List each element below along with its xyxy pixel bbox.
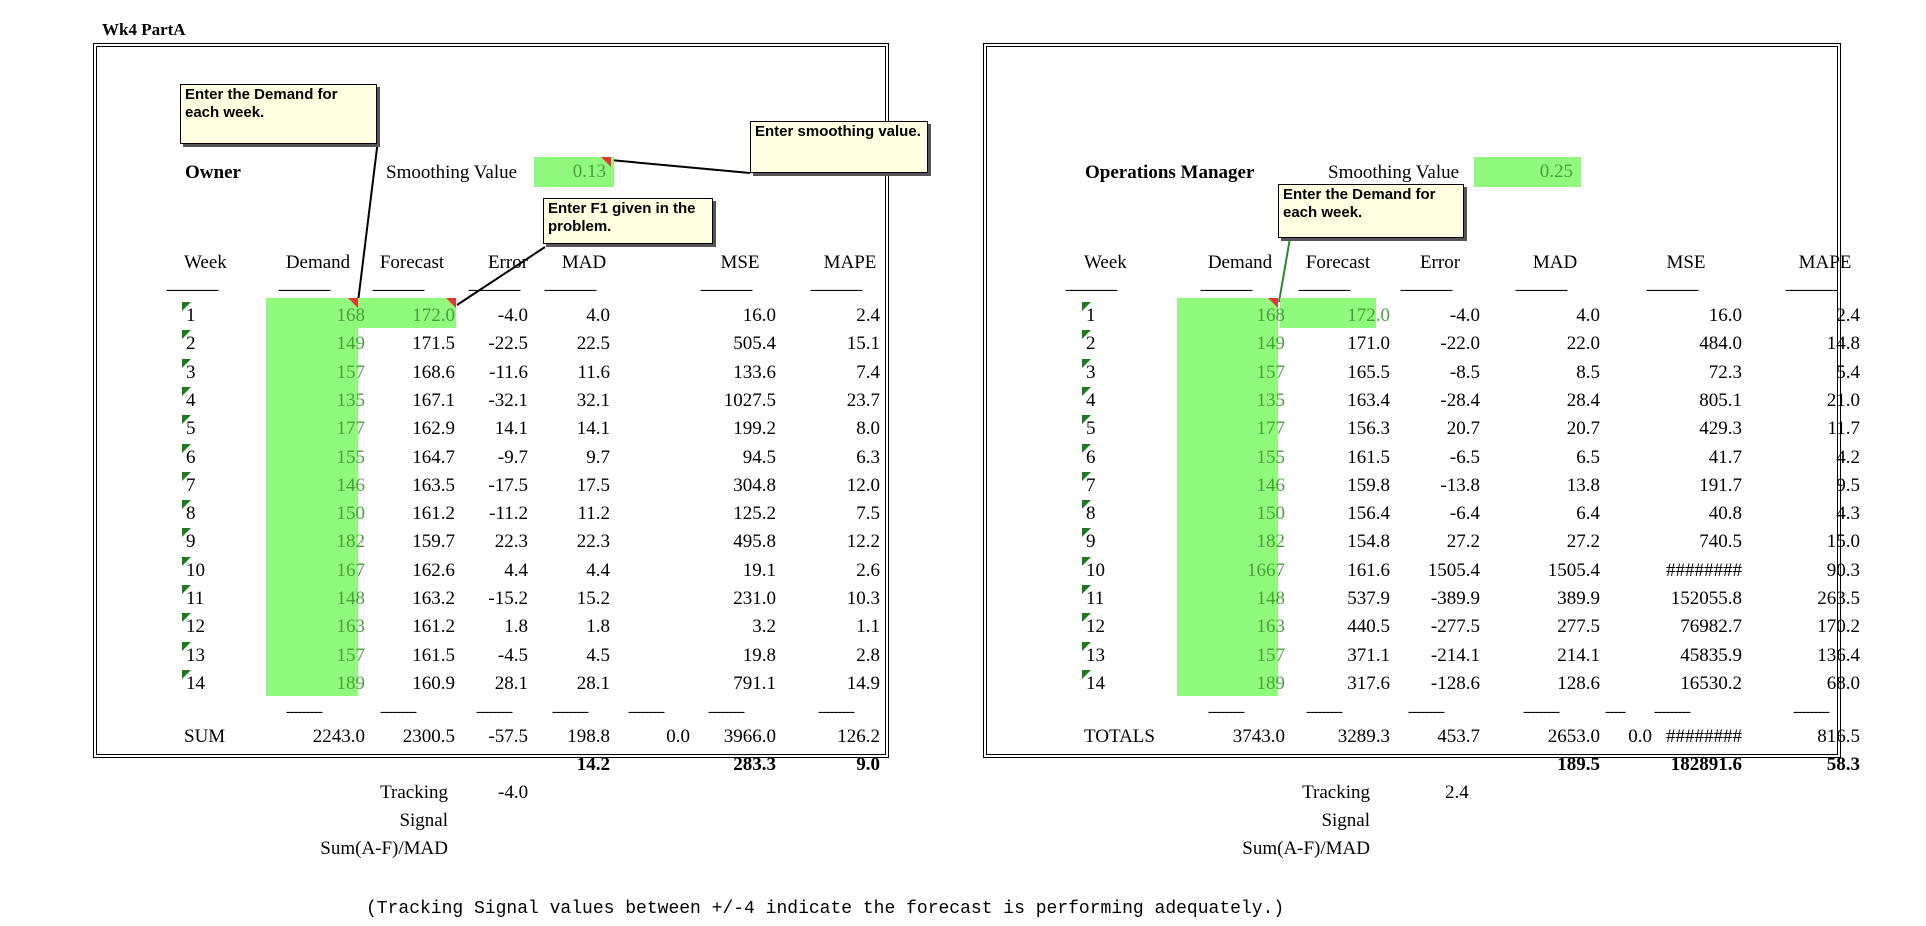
owner-row-mape: 14.9 xyxy=(846,672,880,694)
ops-row-forecast: 171.0 xyxy=(1347,333,1390,355)
owner-row-mad: 17.5 xyxy=(576,474,610,496)
ops-row-error: 27.2 xyxy=(1446,531,1480,553)
ops-sum-mad: 2653.0 xyxy=(1547,726,1600,747)
ops-header-rule-mse: ------------- xyxy=(1646,282,1698,298)
ops-row-week: 3 xyxy=(1086,361,1096,383)
owner-row-mape: 12.2 xyxy=(846,531,880,553)
ops-row-mad: 1505.4 xyxy=(1547,559,1600,581)
ops-sum-extra: 0.0 xyxy=(1628,726,1652,747)
owner-tracking-label: Tracking xyxy=(380,782,448,803)
owner-row-demand[interactable]: 148 xyxy=(336,588,365,609)
ops-header-mse: MSE xyxy=(1666,252,1706,273)
ops-row-mse: 40.8 xyxy=(1708,503,1742,525)
ops-row-mse: 484.0 xyxy=(1699,333,1742,355)
ops-row-mse: 191.7 xyxy=(1699,474,1742,496)
ops-header-demand: Demand xyxy=(1207,252,1273,273)
owner-smoothing-label: Smoothing Value xyxy=(386,162,518,183)
ops-header-mad: MAD xyxy=(1532,252,1578,273)
owner-row-mse: 231.0 xyxy=(733,588,776,609)
ops-sum-rule-mse: --------- xyxy=(1654,704,1690,720)
owner-row-error: -15.2 xyxy=(488,588,528,609)
ops-sum-demand: 3743.0 xyxy=(1232,726,1285,747)
ops-row-mad: 13.8 xyxy=(1566,474,1600,496)
ops-row-mape: 11.7 xyxy=(1827,418,1860,440)
owner-row-mad: 11.2 xyxy=(577,503,610,525)
owner-row-forecast: 161.5 xyxy=(412,644,455,666)
ops-average-mad: 189.5 xyxy=(1557,754,1600,775)
ops-row-week: 9 xyxy=(1086,531,1096,553)
owner-row-error: 1.8 xyxy=(504,616,528,638)
ops-header-week: Week xyxy=(1084,252,1127,273)
ops-row-week: 8 xyxy=(1086,503,1096,525)
owner-header-mad: MAD xyxy=(561,252,607,273)
ops-row-mape: 4.2 xyxy=(1836,446,1860,468)
owner-role-title: Owner xyxy=(185,162,241,183)
owner-row-demand[interactable]: 168 xyxy=(336,305,365,326)
ops-row-mape: 9.5 xyxy=(1836,474,1860,496)
ops-row-error: -4.0 xyxy=(1449,305,1480,326)
owner-row-mad: 4.0 xyxy=(586,305,610,326)
owner-row-forecast: 160.9 xyxy=(412,672,455,694)
ops-row-forecast: 537.9 xyxy=(1347,588,1390,609)
ops-row-error: -8.5 xyxy=(1449,361,1480,383)
owner-row-mse: 505.4 xyxy=(733,333,776,355)
ops-row-mape: 21.0 xyxy=(1826,389,1860,411)
owner-row-mse: 3.2 xyxy=(752,616,776,638)
owner-row-forecast: 167.1 xyxy=(412,389,455,411)
ops-row-forecast: 161.5 xyxy=(1347,446,1390,468)
owner-row-error: -32.1 xyxy=(488,389,528,411)
ops-row-forecast: 161.6 xyxy=(1347,559,1390,581)
owner-comment-indicator-icon xyxy=(446,298,456,308)
owner-row-mad: 11.6 xyxy=(577,361,610,383)
owner-row-forecast: 171.5 xyxy=(412,333,455,355)
ops-row-mape: 14.8 xyxy=(1826,333,1860,355)
owner-row-demand[interactable]: 182 xyxy=(336,531,365,553)
ops-row-demand[interactable]: 177 xyxy=(1256,418,1285,440)
ops-row-mad: 28.4 xyxy=(1566,389,1600,411)
owner-row-forecast: 163.5 xyxy=(412,474,455,496)
ops-row-demand[interactable]: 182 xyxy=(1256,531,1285,553)
ops-row-mape: 4.3 xyxy=(1836,503,1860,525)
owner-comment-note-demand: Enter the Demand for each week. xyxy=(180,84,377,144)
ops-comment-note-demand: Enter the Demand for each week. xyxy=(1278,184,1464,238)
ops-row-demand[interactable]: 155 xyxy=(1256,446,1285,468)
owner-row-mse: 19.8 xyxy=(742,644,776,666)
owner-row-error: -11.6 xyxy=(489,361,528,383)
owner-header-rule-mad: ------------- xyxy=(544,282,596,298)
owner-average-mse: 283.3 xyxy=(733,754,776,775)
ops-row-demand[interactable]: 168 xyxy=(1256,305,1285,326)
owner-row-mape: 2.4 xyxy=(856,305,880,326)
ops-row-forecast: 165.5 xyxy=(1347,361,1390,383)
owner-row-mape: 23.7 xyxy=(846,389,880,411)
owner-row-demand[interactable]: 189 xyxy=(336,672,365,694)
ops-row-error: -22.0 xyxy=(1440,333,1480,355)
owner-header-demand: Demand xyxy=(285,252,351,273)
owner-row-mse: 125.2 xyxy=(733,503,776,525)
ops-tracking-label: Signal xyxy=(1321,810,1370,831)
owner-row-forecast: 168.6 xyxy=(412,361,455,383)
owner-row-mad: 4.4 xyxy=(586,559,610,581)
demand-note-connector xyxy=(358,140,378,302)
owner-row-mad: 9.7 xyxy=(586,446,610,468)
owner-row-mse: 16.0 xyxy=(742,305,776,326)
owner-header-week: Week xyxy=(184,252,227,273)
ops-row-error: -128.6 xyxy=(1430,672,1480,694)
owner-header-error: Error xyxy=(487,252,529,273)
owner-sum-error: -57.5 xyxy=(488,726,528,747)
owner-header-rule-error: ------------- xyxy=(468,282,520,298)
owner-row-forecast[interactable]: 172.0 xyxy=(412,305,455,326)
owner-row-week: 4 xyxy=(186,389,196,411)
owner-row-error: -22.5 xyxy=(488,333,528,355)
ops-row-forecast: 317.6 xyxy=(1347,672,1390,694)
ops-row-mad: 277.5 xyxy=(1557,616,1600,638)
owner-row-error: -9.7 xyxy=(497,446,528,468)
owner-row-mad: 28.1 xyxy=(576,672,610,694)
ops-row-mad: 389.9 xyxy=(1557,588,1600,609)
ops-row-demand[interactable]: 189 xyxy=(1256,672,1285,694)
ops-comment-indicator-icon xyxy=(1268,298,1278,308)
ops-row-week: 7 xyxy=(1086,474,1096,496)
owner-row-week: 9 xyxy=(186,531,196,553)
ops-row-forecast: 440.5 xyxy=(1347,616,1390,638)
owner-sum-rule-mad: --------- xyxy=(552,704,588,720)
ops-tracking-label: Sum(A-F)/MAD xyxy=(1242,838,1370,859)
owner-row-mape: 6.3 xyxy=(856,446,880,468)
owner-sum-mse: 3966.0 xyxy=(723,726,776,747)
ops-row-week: 11 xyxy=(1086,588,1105,609)
owner-comment-indicator-icon xyxy=(601,157,611,167)
ops-row-mad: 8.5 xyxy=(1576,361,1600,383)
ops-row-mape: 136.4 xyxy=(1817,644,1860,666)
owner-sum-forecast: 2300.5 xyxy=(402,726,455,747)
ops-row-error: -214.1 xyxy=(1430,644,1480,666)
owner-row-mape: 10.3 xyxy=(846,588,880,609)
owner-row-demand[interactable]: 149 xyxy=(336,333,365,355)
ops-row-week: 13 xyxy=(1086,644,1105,666)
owner-average-mad: 14.2 xyxy=(576,754,610,775)
ops-row-mad: 27.2 xyxy=(1566,531,1600,553)
owner-row-mape: 2.8 xyxy=(856,644,880,666)
owner-row-week: 6 xyxy=(186,446,196,468)
owner-row-mape: 12.0 xyxy=(846,474,880,496)
ops-row-mse: 41.7 xyxy=(1708,446,1742,468)
owner-row-demand[interactable]: 150 xyxy=(336,503,365,525)
ops-header-error: Error xyxy=(1419,252,1461,273)
ops-row-mad: 6.5 xyxy=(1576,446,1600,468)
ops-row-error: 1505.4 xyxy=(1427,559,1480,581)
owner-row-error: 28.1 xyxy=(494,672,528,694)
ops-row-forecast: 156.3 xyxy=(1347,418,1390,440)
owner-row-forecast: 164.7 xyxy=(412,446,455,468)
ops-row-demand[interactable]: 163 xyxy=(1256,616,1285,638)
owner-header-rule-mse: ------------- xyxy=(700,282,752,298)
ops-row-mse: ######## xyxy=(1666,559,1742,581)
ops-row-mse: 16.0 xyxy=(1708,305,1742,326)
owner-smoothing-value[interactable]: 0.13 xyxy=(572,161,606,182)
owner-row-error: -4.0 xyxy=(497,305,528,326)
owner-row-mape: 8.0 xyxy=(856,418,880,440)
ops-sum-rule-forecast: --------- xyxy=(1306,704,1342,720)
ops-sum-mse: ######## xyxy=(1666,726,1742,747)
owner-header-mse: MSE xyxy=(720,252,760,273)
ops-row-error: -389.9 xyxy=(1430,588,1480,609)
owner-row-demand[interactable]: 155 xyxy=(336,446,365,468)
owner-row-mad: 22.5 xyxy=(576,333,610,355)
ops-row-week: 5 xyxy=(1086,418,1096,440)
owner-sum-rule-error: --------- xyxy=(476,704,512,720)
ops-average-mape: 58.3 xyxy=(1826,754,1860,775)
owner-row-mape: 7.5 xyxy=(856,503,880,525)
ops-row-forecast: 163.4 xyxy=(1347,389,1390,411)
ops-row-mse: 152055.8 xyxy=(1670,588,1742,609)
ops-row-error: -13.8 xyxy=(1440,474,1480,496)
owner-row-week: 5 xyxy=(186,418,196,440)
ops-row-mad: 22.0 xyxy=(1566,333,1600,355)
owner-row-forecast: 162.9 xyxy=(412,418,455,440)
ops-row-mse: 16530.2 xyxy=(1680,672,1742,694)
ops-row-error: 20.7 xyxy=(1446,418,1480,440)
ops-row-demand[interactable]: 1667 xyxy=(1247,559,1285,581)
owner-row-mad: 32.1 xyxy=(576,389,610,411)
owner-row-forecast: 159.7 xyxy=(412,531,455,553)
owner-row-forecast: 161.2 xyxy=(412,503,455,525)
owner-row-mad: 1.8 xyxy=(586,616,610,638)
owner-row-mad: 22.3 xyxy=(576,531,610,553)
ops-row-error: -277.5 xyxy=(1430,616,1480,638)
ops-header-rule-week: ------------- xyxy=(1065,282,1117,298)
ops-row-demand[interactable]: 135 xyxy=(1256,389,1285,411)
ops-sum-error: 453.7 xyxy=(1437,726,1480,747)
owner-row-demand[interactable]: 157 xyxy=(336,644,365,666)
owner-row-week: 7 xyxy=(186,474,196,496)
ops-row-mape: 170.2 xyxy=(1817,616,1860,638)
owner-sum-rule-forecast: --------- xyxy=(380,704,416,720)
owner-tracking-label: Sum(A-F)/MAD xyxy=(320,838,448,859)
owner-sum-rule-extra: --------- xyxy=(628,704,664,720)
owner-tracking-label: Signal xyxy=(399,810,448,831)
owner-row-mape: 15.1 xyxy=(846,333,880,355)
ops-row-demand[interactable]: 146 xyxy=(1256,474,1285,496)
owner-row-demand[interactable]: 135 xyxy=(336,389,365,411)
owner-row-mad: 15.2 xyxy=(576,588,610,609)
owner-sum-mape: 126.2 xyxy=(837,726,880,747)
ops-sum-rule-mape: --------- xyxy=(1793,704,1829,720)
ops-row-forecast[interactable]: 172.0 xyxy=(1347,305,1390,326)
footnote: (Tracking Signal values between +/-4 indicate the forecast is performing adequately.) xyxy=(366,899,1285,919)
ops-row-error: -6.5 xyxy=(1449,446,1480,468)
owner-row-mse: 199.2 xyxy=(733,418,776,440)
owner-sum-rule-mape: --------- xyxy=(818,704,854,720)
ops-header-rule-mape: ------------- xyxy=(1785,282,1837,298)
ops-row-mse: 740.5 xyxy=(1699,531,1742,553)
owner-row-week: 10 xyxy=(186,559,205,581)
ops-row-week: 12 xyxy=(1086,616,1105,638)
ops-row-demand[interactable]: 157 xyxy=(1256,361,1285,383)
ops-row-week: 4 xyxy=(1086,389,1096,411)
owner-header-rule-demand: ------------- xyxy=(278,282,330,298)
ops-row-mse: 72.3 xyxy=(1708,361,1742,383)
ops-sum-forecast: 3289.3 xyxy=(1337,726,1390,747)
owner-average-mape: 9.0 xyxy=(856,754,880,775)
ops-sum-rule-error: --------- xyxy=(1408,704,1444,720)
owner-row-week: 12 xyxy=(186,616,205,638)
ops-sum-label: TOTALS xyxy=(1084,726,1155,747)
owner-row-mse: 1027.5 xyxy=(723,389,776,411)
owner-row-mse: 304.8 xyxy=(733,474,776,496)
owner-comment-note-f1: Enter F1 given in the problem. xyxy=(543,198,713,244)
ops-row-mse: 76982.7 xyxy=(1680,616,1742,638)
owner-row-error: 4.4 xyxy=(504,559,528,581)
owner-row-week: 1 xyxy=(186,305,196,326)
owner-row-mse: 133.6 xyxy=(733,361,776,383)
ops-row-mad: 128.6 xyxy=(1557,672,1600,694)
owner-row-demand[interactable]: 146 xyxy=(336,474,365,496)
owner-row-mape: 1.1 xyxy=(856,616,880,638)
owner-row-week: 3 xyxy=(186,361,196,383)
ops-row-mse: 45835.9 xyxy=(1680,644,1742,666)
ops-tracking-value: 2.4 xyxy=(1445,782,1469,803)
ops-header-rule-demand: ------------- xyxy=(1200,282,1252,298)
ops-row-mape: 5.4 xyxy=(1836,361,1860,383)
sheet-title: Wk4 PartA xyxy=(102,20,186,39)
owner-row-error: 22.3 xyxy=(494,531,528,553)
ops-smoothing-value[interactable]: 0.25 xyxy=(1539,161,1573,182)
ops-row-mad: 6.4 xyxy=(1576,503,1600,525)
owner-row-mse: 495.8 xyxy=(733,531,776,553)
owner-sum-demand: 2243.0 xyxy=(312,726,365,747)
owner-row-error: -17.5 xyxy=(488,474,528,496)
ops-header-rule-forecast: ------------- xyxy=(1298,282,1350,298)
ops-row-error: -28.4 xyxy=(1440,389,1480,411)
owner-row-week: 2 xyxy=(186,333,196,355)
ops-sum-rule-demand: --------- xyxy=(1208,704,1244,720)
ops-row-demand[interactable]: 157 xyxy=(1256,644,1285,666)
smoothing-note-connector xyxy=(610,160,750,173)
ops-row-week: 1 xyxy=(1086,305,1096,326)
ops-header-forecast: Forecast xyxy=(1305,252,1371,273)
ops-row-forecast: 159.8 xyxy=(1347,474,1390,496)
owner-comment-indicator-icon xyxy=(348,298,358,308)
ops-row-mad: 4.0 xyxy=(1576,305,1600,326)
owner-row-mse: 791.1 xyxy=(733,672,776,694)
owner-row-forecast: 161.2 xyxy=(412,616,455,638)
owner-row-week: 11 xyxy=(186,588,205,609)
ops-row-mse: 429.3 xyxy=(1699,418,1742,440)
owner-header-forecast: Forecast xyxy=(379,252,445,273)
owner-sum-label: SUM xyxy=(184,726,226,747)
owner-sum-rule-mse: --------- xyxy=(708,704,744,720)
owner-sum-extra: 0.0 xyxy=(666,726,690,747)
owner-row-forecast: 163.2 xyxy=(412,588,455,609)
owner-row-demand[interactable]: 163 xyxy=(336,616,365,638)
ops-row-forecast: 156.4 xyxy=(1347,503,1390,525)
ops-row-mse: 805.1 xyxy=(1699,389,1742,411)
owner-header-rule-week: ------------- xyxy=(166,282,218,298)
ops-row-mad: 20.7 xyxy=(1566,418,1600,440)
ops-row-forecast: 371.1 xyxy=(1347,644,1390,666)
ops-row-error: -6.4 xyxy=(1449,503,1480,525)
ops-row-week: 6 xyxy=(1086,446,1096,468)
owner-header-mape: MAPE xyxy=(823,252,877,273)
owner-row-week: 13 xyxy=(186,644,205,666)
ops-sum-rule-extra: ----- xyxy=(1605,704,1625,720)
ops-smoothing-label: Smoothing Value xyxy=(1328,162,1460,183)
owner-row-mape: 7.4 xyxy=(856,361,880,383)
ops-header-rule-mad: ------------- xyxy=(1515,282,1567,298)
owner-row-week: 14 xyxy=(186,672,205,694)
owner-sum-rule-demand: --------- xyxy=(286,704,322,720)
ops-row-mape: 15.0 xyxy=(1826,531,1860,553)
owner-row-mad: 4.5 xyxy=(586,644,610,666)
ops-row-week: 2 xyxy=(1086,333,1096,355)
ops-row-mape: 263.5 xyxy=(1817,588,1860,609)
ops-average-mse: 182891.6 xyxy=(1670,754,1742,775)
ops-row-week: 10 xyxy=(1086,559,1105,581)
owner-comment-note-smoothing: Enter smoothing value. xyxy=(750,121,928,173)
owner-sum-mad: 198.8 xyxy=(567,726,610,747)
ops-header-rule-error: ------------- xyxy=(1400,282,1452,298)
ops-row-week: 14 xyxy=(1086,672,1105,694)
owner-row-demand[interactable]: 157 xyxy=(336,361,365,383)
ops-row-mape: 2.4 xyxy=(1836,305,1860,326)
owner-row-mse: 19.1 xyxy=(742,559,776,581)
ops-row-demand[interactable]: 148 xyxy=(1256,588,1285,609)
ops-row-forecast: 154.8 xyxy=(1347,531,1390,553)
owner-row-forecast: 162.6 xyxy=(412,559,455,581)
ops-row-mad: 214.1 xyxy=(1557,644,1600,666)
owner-row-error: -4.5 xyxy=(497,644,528,666)
owner-header-rule-forecast: ------------- xyxy=(372,282,424,298)
owner-row-error: 14.1 xyxy=(494,418,528,440)
ops-sum-mape: 816.5 xyxy=(1817,726,1860,747)
ops-header-mape: MAPE xyxy=(1798,252,1852,273)
ops-row-demand[interactable]: 149 xyxy=(1256,333,1285,355)
owner-row-week: 8 xyxy=(186,503,196,525)
owner-row-mse: 94.5 xyxy=(742,446,776,468)
owner-row-mape: 2.6 xyxy=(856,559,880,581)
ops-row-demand[interactable]: 150 xyxy=(1256,503,1285,525)
owner-header-rule-mape: ------------- xyxy=(810,282,862,298)
ops-row-mape: 90.3 xyxy=(1826,559,1860,581)
ops-tracking-label: Tracking xyxy=(1302,782,1370,803)
owner-row-error: -11.2 xyxy=(489,503,528,525)
owner-row-demand[interactable]: 167 xyxy=(336,559,365,581)
owner-row-mad: 14.1 xyxy=(576,418,610,440)
ops-sum-rule-mad: --------- xyxy=(1523,704,1559,720)
ops-row-mape: 68.0 xyxy=(1826,672,1860,694)
owner-tracking-value: -4.0 xyxy=(498,782,529,803)
ops-role-title: Operations Manager xyxy=(1085,162,1255,183)
owner-row-demand[interactable]: 177 xyxy=(336,418,365,440)
